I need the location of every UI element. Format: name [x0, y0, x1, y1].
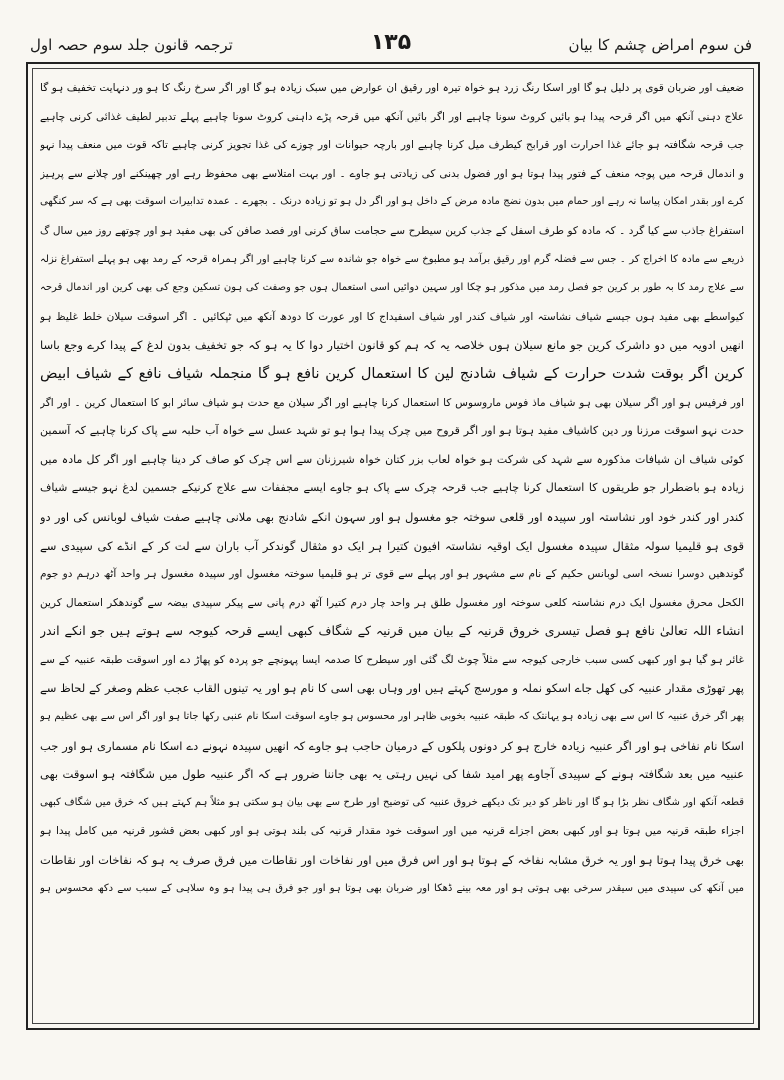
page-number: ۱۳۵	[370, 30, 412, 55]
text-line: ذریعے سے مادہ کا اخراج کر ۔ جس سے فضلہ گرم اور رقیق برآمد ہو مطبوخ سے خواہ جو شاندہ سے کرنا چاہیے اور اگر ہمراہ قرحہ کے رمد بھی ہو پہلے استفراغ نزلہ	[40, 253, 744, 265]
text-line: اجزاء طبقہ قرنیہ میں ہوتا ہو اور کبھی بعض اجزاے قرنیہ میں اور اسوقت خود مقدار قرنیہ کی بلند ہوتی ہو اور کبھی بعض قشور قرنیہ میں کامل پیدا ہو	[40, 825, 744, 838]
text-line: بھی خرق پیدا ہوتا ہو اور یہ خرق مشابہ نفاخہ کے ہوتا ہو اور اس فرق میں اور نفاخات اور نقاطات میں فرق صرف یہ ہو کہ نفاخات اور نقاطات	[40, 853, 744, 868]
text-line: کوئی شیاف ان شیافات مذکورہ سے شہد کی شرکت ہو خواہ لعاب بزر کتان خواہ شیرزنان سے اس چرک کو صاف کر دینا چاہیے اور اگر کل مادہ میں	[40, 452, 744, 466]
text-line: ضعیف اور ضربان قوی پر دلیل ہو گا اور اسکا رنگ زرد ہو خواہ تیرہ اور رقیق ان عوارض میں سبک زیادہ ہو گا اور اگر سرخ رنگ کا ہو ور دنہایت تخفیف ہو گا	[40, 82, 744, 94]
text-line: و اندمال قرحہ میں پوجہ منعف کے فتور پیدا ہوتا ہو اور فضول بدنی کی زیادتی ہو جاوے ۔ اور بہت امتلاسے بھی محفوظ رہے اور چھینکنے اور چلانے سے پرہیز	[40, 167, 744, 180]
text-line: حدت نہو اسوقت مرزنا ور دین کاشیاف مفید ہوتا ہو اور اگر قروح میں چرک پیدا ہوا ہو تو شہد عسل سے خواہ آب حلبہ سے پاک کرنا چاہیے کہ آسمین	[40, 424, 744, 438]
text-line: گوندھیں دوسرا نسخہ اسی لوبانس حکیم کے نام سے مشہور ہو اور پہلے سے قوی تر ہو قلیمیا سوختہ مغسول اور سپیدہ مغسول ہر واحد آٹھ درہم دو جوم	[40, 568, 744, 581]
text-line: کرے اور بقدر امکان پیاسا نہ رہے اور حمام میں بدون نضج مادہ مرض کے داخل ہو اور اگر دل ہو تو زیادہ درنک ۔ بجھرے ۔ عمدہ تدابیرات اسوقت بھی ہے کہ سر کنگھی	[40, 196, 744, 208]
text-line: پھر اگر خرق عنبیہ کا اس سے بھی زیادہ ہو یہانتک کہ طبقہ عنبیہ بخوبی ظاہر اور محسوس ہو جاوے اسوقت اسکا نام عنبی رکھا جاتا ہو اور اگر اس سے بھی عظیم ہو	[40, 711, 744, 723]
text-line: الکحل محرق مغسول ایک درم نشاستہ کلعی سوختہ اور مغسول طلق ہر واحد چار درم کتیرا آٹھ درم پانی سے پیکر سپیدی بیضہ سے گوندھکر استعمال کرین	[40, 596, 744, 609]
text-line: انھیں ادویہ میں دو داشرک کرین جو مانع سیلان ہوں خلاصہ یہ کہ ہم کو قانون اختیار دوا کا یہ ہو کہ جو تخفیف بدون لدغ کے پیدا کرے وجع باسا	[40, 338, 744, 353]
text-line: قطعہ آنکھ اور شگاف نظر بڑا ہو گا اور ناظر کو دیر تک دیکھے خروق عنبیہ کی توضیح اور طرح سے بھی بیان ہو سکتی ہو مثلاً ہم کہتے ہیں کہ خرق میں شگاف کبھی	[40, 796, 744, 808]
text-line: استفراغ جاذب سے کیا گرد ۔ کہ مادہ کو طرف اسفل کے جذب کرین سیطرح سے حجامت ساق کرنی اور فصد صافن کی بھی مفید ہو اور چوتھے روز میں سال گ	[40, 224, 744, 237]
text-line: اسکا نام نفاخی ہو اور اگر عنبیہ زیادہ خارج ہو کر دونوں پلکوں کے درمیان حاجب ہو جاوے کہ انھیں سپیدہ نہونے دے اسکا نام مسماری ہو اور جب	[40, 738, 744, 753]
chapter-title: فن سوم امراض چشم کا بیان	[568, 36, 752, 54]
text-line: اور فرفیس ہو اور اگر سیلان بھی ہو شیاف ماذ فوس ماروسوس کا استعمال کرنا چاہیے اور اگر سیلان مع حدت ہو شیاف سائر ابو کا استعمال کرین ۔ اور اگر	[40, 396, 744, 409]
text-line: غائر ہو گیا ہو اور کبھی کسی سبب خارجی کیوجہ سے مثلاً چوٹ لگ گئی اور سیطرح کا صدمہ ایسا پہونچے جو پردہ کو پھاڑ دے اور اسوقت طبقہ عنبیہ کے سے	[40, 653, 744, 666]
text-line: میں آنکھ کی سپیدی میں سیقدر سرخی بھی ہوتی ہو اور معہ بینے ڈھکا اور ضربان بھی ہوتا ہو اور جو فرق ہی پیدا ہو وہ سلاہی کے سبب سے دکھ محسوس ہو	[40, 882, 744, 894]
text-line: قوی ہو قلیمیا سولہ مثقال سپیدہ مغسول ایک اوقیہ نشاستہ افیون کتیرا ہر ایک دو مثقال گوندکر آب باران سے لت کر کے انڈے کی سپیدی سے	[40, 538, 744, 553]
text-line: کیواسطے بھی مفید ہوں جیسے شیاف نشاستہ اور شیاف کندر اور شیاف اسفیداج کا اور عورت کا دودھ آنکھ میں ٹپکائیں ۔ اگر اسوقت سیلان خلط غلیظ ہو	[40, 310, 744, 323]
text-line: سے علاج رمد کا بہ طور بر کرین جو فصل رمد میں مذکور ہو چکا اور سہین دوائیں اسی استعمال ہوں جو وصفت کی ہون تسکین وجع کی بھی کرین اور اندمال قرحہ	[40, 282, 744, 294]
text-line: پھر تھوڑی مقدار عنبیہ کی کھل جاے اسکو نملہ و مورسج کہتے ہیں اور وہاں بھی اسی کا نام ہو اور یہ تینوں القاب عجب عظم وصغر کے لحاظ سے	[40, 681, 744, 696]
text-line: انشاء اللہ تعالیٰ نافع ہو فصل تیسری خروق قرنیہ کے بیان میں قرنیہ کے شگاف کبھی ایسے قرحہ کیوجہ سے ہوتے ہیں جو انکے اندر	[40, 623, 744, 639]
text-line: کرین اگر بوقت شدت حرارت کے شیاف شادنج لین کا استعمال کرین نافع ہو گا منجملہ شیاف نافع کے شیاف ابیض	[40, 365, 744, 382]
body-text	[40, 74, 744, 1022]
text-line: زیادہ ہو باضطرار جو طریقوں کا استعمال کرنا چاہیے جب قرحہ چرک سے پاک ہو جاوے ایسے مجففات سے علاج کرنیکے جسمین لدغ نہو جیسے شیاف	[40, 481, 744, 495]
text-line: علاج دہنی آنکھ میں اگر قرحہ پیدا ہو بائیں کروٹ سونا چاہیے اور اگر بائیں آنکھ میں قرحہ پڑے داہنی کروٹ سونا چاہیے پہلے تدبیر لطیف غذائی کرنی چاہیے	[40, 110, 744, 123]
book-title: ترجمہ قانون جلد سوم حصہ اول	[30, 36, 233, 54]
page-header	[30, 30, 752, 60]
text-line: جب قرحہ شگافتہ ہو جائے غذا احرارت اور قرابح کیطرف میل کرنا چاہیے اور بارچہ حیوانات اور چوزے کی غذا تجویز کرنی چاہیے تاکہ قوت میں منعف پیدا نہو	[40, 139, 744, 152]
text-line: کندر اور کندر خود اور نشاستہ اور سپیدہ اور قلعی سوختہ جو مغسول ہو اور سہون انکے شادنج بھی ملانی چاہیے صفت شیاف لوبانس کی اور دو	[40, 509, 744, 524]
text-line: عنبیہ میں بعد شگافتہ ہونے کے سپیدی آجاوے پھر امید شفا کی نہیں رہتی یہ بھی جاننا ضرور ہے کہ اگر عنبیہ طول میں شگافتہ ہو اسوقت بھی	[40, 767, 744, 782]
